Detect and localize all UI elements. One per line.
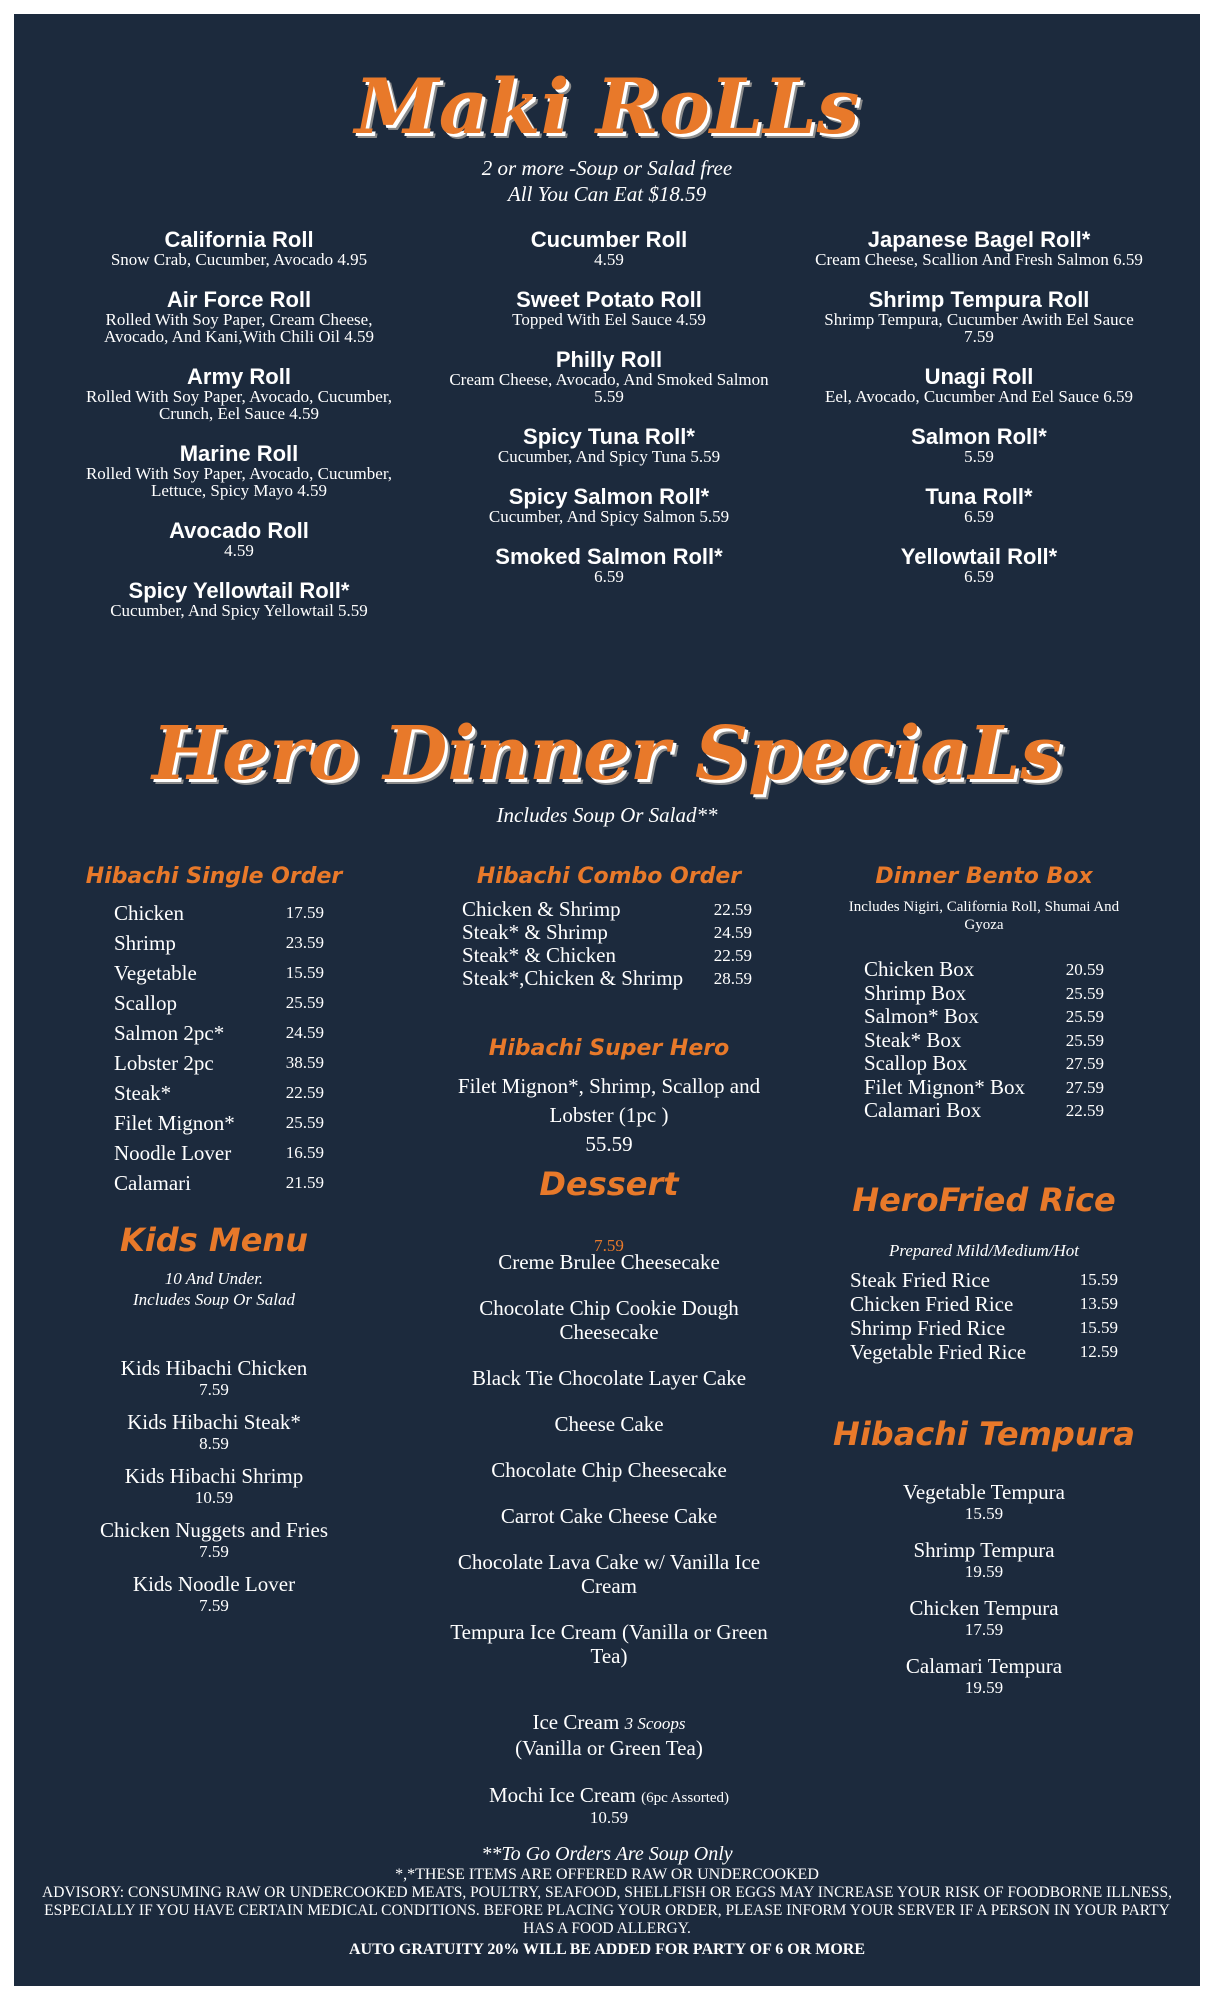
menu-item-price: 22.59 <box>713 900 752 919</box>
menu-item-price: 20.59 <box>1065 960 1104 979</box>
menu-item-price: 24.59 <box>285 1023 324 1042</box>
to-go-note: **To Go Orders Are Soup Only <box>481 1843 733 1865</box>
ice-cream-item <box>444 1710 774 1760</box>
menu-item-name: Chicken & Shrimp <box>462 897 621 921</box>
roll-desc: 6.59 <box>964 567 994 586</box>
menu-item <box>54 1410 374 1454</box>
menu-item-price: 15.59 <box>1079 1270 1118 1289</box>
menu-item-price: 23.59 <box>285 933 324 952</box>
menu-item-name: Lobster 2pc <box>114 1051 214 1075</box>
menu-item-price: 22.59 <box>285 1083 324 1102</box>
menu-item-name: Shrimp Box <box>864 980 967 1005</box>
menu-item-row <box>462 921 752 944</box>
roll-name: Smoked Salmon Roll* <box>495 544 723 569</box>
menu-item-price: 38.59 <box>285 1053 324 1072</box>
ice-cream-note: 3 Scoops <box>624 1714 686 1733</box>
roll-item <box>74 442 404 499</box>
roll-desc: 4.59 <box>224 541 254 560</box>
menu-item <box>834 1480 1134 1524</box>
menu-item-row <box>864 982 1104 1006</box>
roll-name: Air Force Roll <box>166 287 312 312</box>
tempura-heading: Hibachi Tempura <box>833 1415 1135 1453</box>
roll-item <box>74 365 404 422</box>
menu-item <box>54 1518 374 1562</box>
roll-desc: Cucumber, And Spicy Salmon 5.59 <box>488 507 730 526</box>
roll-name: Cucumber Roll <box>530 227 688 252</box>
roll-item <box>814 425 1144 465</box>
fried-rice-note: Prepared Mild/Medium/Hot <box>889 1241 1079 1260</box>
menu-item <box>54 1356 374 1400</box>
maki-subtitle-1: 2 or more -Soup or Salad free <box>481 156 733 180</box>
hero-subtitle: Includes Soup Or Salad** <box>496 803 718 827</box>
roll-item <box>444 485 774 525</box>
roll-item <box>444 425 774 465</box>
menu-item-name: Kids Hibachi Steak* <box>127 1410 301 1434</box>
menu-item-name: Steak*,Chicken & Shrimp <box>462 966 684 990</box>
menu-item-price: 19.59 <box>964 1678 1004 1697</box>
menu-item-name: Shrimp Fried Rice <box>850 1316 1006 1340</box>
roll-item <box>814 485 1144 525</box>
dessert-price: 7.59 <box>594 1236 624 1255</box>
roll-desc: Cream Cheese, Avocado, And Smoked Salmon 5.59 <box>449 370 769 406</box>
roll-name: Yellowtail Roll* <box>900 544 1058 569</box>
menu-item-price: 7.59 <box>199 1380 229 1399</box>
menu-item-row <box>114 898 324 928</box>
menu-item-price: 15.59 <box>285 963 324 982</box>
menu-item-name: Steak Fried Rice <box>850 1268 990 1292</box>
menu-item-price: 25.59 <box>1065 1007 1104 1026</box>
dessert-item: Chocolate Chip Cheesecake <box>491 1458 727 1482</box>
gratuity-note: AUTO GRATUITY 20% WILL BE ADDED FOR PARTY OF 6 OR MORE <box>348 1941 866 1958</box>
menu-item-price: 15.59 <box>1079 1318 1118 1337</box>
roll-name: Spicy Tuna Roll* <box>523 424 695 449</box>
maki-subtitle-2: All You Can Eat $18.59 <box>507 182 707 206</box>
menu-item-name: Filet Mignon* Box <box>864 1074 1026 1099</box>
roll-desc: 5.59 <box>964 447 994 466</box>
ice-cream-name: Ice Cream <box>532 1710 620 1734</box>
kids-menu-list <box>54 1356 374 1626</box>
roll-desc: 4.59 <box>594 250 624 269</box>
hibachi-combo-heading: Hibachi Combo Order <box>476 864 742 889</box>
bento-box-heading: Dinner Bento Box <box>875 864 1093 889</box>
menu-item-row <box>864 958 1104 982</box>
kids-menu-heading: Kids Menu <box>120 1221 308 1259</box>
menu-item-row <box>864 1099 1104 1123</box>
menu-item-price: 8.59 <box>199 1434 229 1453</box>
maki-column-1 <box>74 228 404 639</box>
dessert-item: Creme Brulee Cheesecake <box>498 1250 720 1274</box>
menu-item-name: Steak* <box>114 1081 172 1105</box>
menu-page <box>14 14 1200 1986</box>
tempura-list <box>834 1480 1134 1712</box>
hero-dinner-title: Hero Dinner SpeciaLs <box>152 711 1062 797</box>
roll-desc: Shrimp Tempura, Cucumber Awith Eel Sauce 7.59 <box>824 310 1134 346</box>
menu-item-price: 19.59 <box>964 1562 1004 1581</box>
bento-box-list <box>864 958 1104 1123</box>
hibachi-combo-list <box>462 898 752 990</box>
menu-item-price: 7.59 <box>199 1596 229 1615</box>
roll-item <box>74 288 404 345</box>
menu-item-name: Scallop <box>114 991 177 1015</box>
roll-item <box>814 288 1144 345</box>
menu-item-price: 25.59 <box>285 993 324 1012</box>
roll-name: Army Roll <box>187 364 291 389</box>
super-hero-price: 55.59 <box>585 1132 633 1156</box>
roll-desc: Cream Cheese, Scallion And Fresh Salmon 6.59 <box>815 250 1143 269</box>
roll-desc: Rolled With Soy Paper, Cream Cheese, Avocado, And Kani,With Chili Oil 4.59 <box>103 310 375 346</box>
menu-item <box>54 1464 374 1508</box>
ice-cream-flavor: (Vanilla or Green Tea) <box>515 1736 703 1760</box>
menu-item-name: Steak* & Shrimp <box>462 920 608 944</box>
roll-item <box>814 228 1144 268</box>
mochi-price: 10.59 <box>589 1808 629 1827</box>
menu-item-name: Chicken Nuggets and Fries <box>99 1518 329 1542</box>
roll-item <box>444 288 774 328</box>
roll-item <box>74 579 404 619</box>
menu-item-name: Salmon* Box <box>864 1004 979 1028</box>
roll-name: Japanese Bagel Roll* <box>867 227 1091 252</box>
roll-name: Unagi Roll <box>924 364 1034 389</box>
menu-item-name: Scallop Box <box>864 1051 968 1075</box>
roll-item <box>814 545 1144 585</box>
menu-item-price: 25.59 <box>1065 1030 1104 1050</box>
dessert-item: Carrot Cake Cheese Cake <box>500 1504 718 1528</box>
roll-item <box>444 545 774 585</box>
menu-item-row <box>462 898 752 921</box>
bento-note: Includes Nigiri, California Roll, Shumai And Gyoza <box>848 899 1120 933</box>
roll-desc: Topped With Eel Sauce 4.59 <box>512 310 706 329</box>
menu-item-row <box>850 1316 1118 1340</box>
roll-desc: Eel, Avocado, Cucumber And Eel Sauce 6.59 <box>825 387 1133 406</box>
menu-item-row <box>114 1168 324 1198</box>
menu-item-name: Kids Noodle Lover <box>132 1572 296 1596</box>
roll-name: Spicy Salmon Roll* <box>508 484 710 509</box>
menu-item-price: 17.59 <box>964 1620 1004 1639</box>
super-hero-block <box>444 1072 774 1159</box>
menu-item-name: Calamari <box>114 1171 191 1195</box>
menu-item-name: Chicken Tempura <box>909 1596 1059 1620</box>
menu-item-price: 28.59 <box>713 969 752 988</box>
menu-item-name: Chicken <box>114 901 184 925</box>
menu-item-row <box>864 1029 1104 1053</box>
roll-name: Sweet Potato Roll <box>516 287 702 312</box>
roll-name: Spicy Yellowtail Roll* <box>128 578 350 603</box>
menu-item <box>54 1572 374 1616</box>
menu-item-name: Steak* & Chicken <box>462 943 616 967</box>
menu-item-row <box>114 958 324 988</box>
menu-item-row <box>850 1292 1118 1316</box>
kids-note-1: 10 And Under. <box>164 1269 264 1288</box>
menu-item-price: 7.59 <box>199 1542 229 1561</box>
roll-name: Salmon Roll* <box>911 424 1047 449</box>
kids-note <box>54 1268 374 1310</box>
menu-item-name: Chicken Box <box>864 957 975 981</box>
roll-desc: Snow Crab, Cucumber, Avocado 4.95 <box>110 250 368 269</box>
menu-item <box>834 1596 1134 1640</box>
roll-item <box>444 348 774 405</box>
menu-item-row <box>864 1076 1104 1100</box>
menu-item-price: 22.59 <box>1065 1101 1104 1120</box>
roll-name: Avocado Roll <box>169 518 309 543</box>
menu-item-name: Steak* Box <box>864 1027 962 1052</box>
menu-item-name: Calamari Box <box>864 1098 982 1122</box>
menu-item-row <box>114 1078 324 1108</box>
dessert-item: Chocolate Chip Cookie Dough Cheesecake <box>479 1296 739 1344</box>
menu-item-row <box>114 928 324 958</box>
maki-column-3 <box>814 228 1144 605</box>
menu-item-row <box>114 1108 324 1138</box>
menu-item-name: Vegetable Tempura <box>903 1480 1065 1504</box>
roll-name: Marine Roll <box>179 441 299 466</box>
menu-item-name: Vegetable Fried Rice <box>850 1340 1027 1364</box>
fried-rice-heading: HeroFried Rice <box>852 1181 1116 1219</box>
dessert-item: Tempura Ice Cream (Vanilla or Green Tea) <box>450 1620 768 1668</box>
menu-item-price: 16.59 <box>285 1143 324 1162</box>
roll-name: Shrimp Tempura Roll <box>868 287 1090 312</box>
maki-rolls-title: Maki RoLLs <box>354 62 860 151</box>
kids-note-2: Includes Soup Or Salad <box>133 1290 295 1309</box>
menu-item-price: 13.59 <box>1079 1294 1118 1313</box>
dessert-heading: Dessert <box>539 1165 679 1203</box>
menu-item-price: 17.59 <box>285 903 324 922</box>
menu-item-row <box>462 967 752 990</box>
menu-item-row <box>114 1048 324 1078</box>
menu-item-price: 22.59 <box>713 946 752 965</box>
dessert-item: Cheese Cake <box>554 1412 664 1436</box>
menu-item-price: 27.59 <box>1065 1054 1104 1073</box>
menu-item-row <box>850 1340 1118 1364</box>
maki-column-2 <box>444 228 774 605</box>
menu-item-name: Vegetable <box>114 961 197 985</box>
roll-item <box>74 519 404 559</box>
roll-desc: Cucumber, And Spicy Yellowtail 5.59 <box>110 601 368 620</box>
menu-item-price: 10.59 <box>194 1488 234 1507</box>
menu-item-name: Calamari Tempura <box>905 1654 1063 1678</box>
menu-item-row <box>114 988 324 1018</box>
roll-item <box>444 228 774 268</box>
menu-item-name: Chicken Fried Rice <box>850 1292 1014 1316</box>
menu-item-name: Noodle Lover <box>114 1141 232 1165</box>
mochi-name: Mochi Ice Cream <box>488 1783 636 1807</box>
roll-desc: Cucumber, And Spicy Tuna 5.59 <box>497 447 721 466</box>
roll-desc: Rolled With Soy Paper, Avocado, Cucumber, Crunch, Eel Sauce 4.59 <box>85 387 393 423</box>
roll-desc: 6.59 <box>594 567 624 586</box>
menu-item-price: 12.59 <box>1079 1342 1118 1361</box>
roll-desc: Rolled With Soy Paper, Avocado, Cucumber, Lettuce, Spicy Mayo 4.59 <box>85 464 393 500</box>
roll-name: Tuna Roll* <box>925 484 1033 509</box>
roll-name: Philly Roll <box>555 347 663 372</box>
hibachi-single-heading: Hibachi Single Order <box>85 864 343 889</box>
dessert-item: Black Tie Chocolate Layer Cake <box>471 1366 747 1390</box>
roll-name: California Roll <box>164 227 314 252</box>
raw-items-note: *,*THESE ITEMS ARE OFFERED RAW OR UNDERCOOKED <box>395 1866 819 1883</box>
menu-item-price: 24.59 <box>713 923 752 942</box>
menu-item-price: 15.59 <box>964 1504 1004 1523</box>
roll-desc: 6.59 <box>964 507 994 526</box>
menu-item-row <box>462 944 752 967</box>
roll-item <box>814 365 1144 405</box>
mochi-item <box>444 1784 774 1827</box>
roll-item <box>74 228 404 268</box>
menu-item-name: Kids Hibachi Chicken <box>120 1356 308 1380</box>
menu-item-name: Kids Hibachi Shrimp <box>124 1464 304 1488</box>
menu-item-row <box>114 1138 324 1168</box>
menu-item-row <box>864 1052 1104 1076</box>
menu-item <box>834 1654 1134 1698</box>
menu-item-price: 21.59 <box>285 1173 324 1192</box>
mochi-note: (6pc Assorted) <box>641 1790 730 1806</box>
menu-item-name: Shrimp <box>114 931 176 955</box>
menu-item-name: Shrimp Tempura <box>913 1538 1055 1562</box>
menu-item-name: Filet Mignon* <box>114 1111 235 1135</box>
advisory-text: ADVISORY: CONSUMING RAW OR UNDERCOOKED MEATS, POULTRY, SEAFOOD, SHELLFISH OR EGGS MAY INCREASE YOUR RISK OF FOODBORNE ILLNESS, ESPECIALLY IF YOU HAVE CERTAIN MEDICAL CONDITIONS. BEFORE PLACING YOUR ORDER, PLEASE INFORM YOUR SERVER IF A PERSON IN YOUR PARTY HAS A FOOD ALLERGY. <box>42 1884 1172 1937</box>
menu-item <box>834 1538 1134 1582</box>
dessert-list <box>444 1250 774 1690</box>
dessert-item: Chocolate Lava Cake w/ Vanilla Ice Cream <box>457 1550 761 1598</box>
menu-item-price: 25.59 <box>285 1113 324 1132</box>
menu-item-price: 25.59 <box>1065 983 1104 1003</box>
fried-rice-list <box>850 1268 1118 1364</box>
hibachi-single-list <box>114 898 324 1198</box>
menu-item-name: Salmon 2pc* <box>114 1021 225 1045</box>
menu-item-row <box>864 1005 1104 1029</box>
menu-item-row <box>850 1268 1118 1292</box>
menu-item-row <box>114 1018 324 1048</box>
menu-item-price: 27.59 <box>1065 1077 1104 1097</box>
super-hero-desc: Filet Mignon*, Shrimp, Scallop and Lobster (1pc ) <box>457 1074 761 1127</box>
super-hero-heading: Hibachi Super Hero <box>488 1036 730 1061</box>
